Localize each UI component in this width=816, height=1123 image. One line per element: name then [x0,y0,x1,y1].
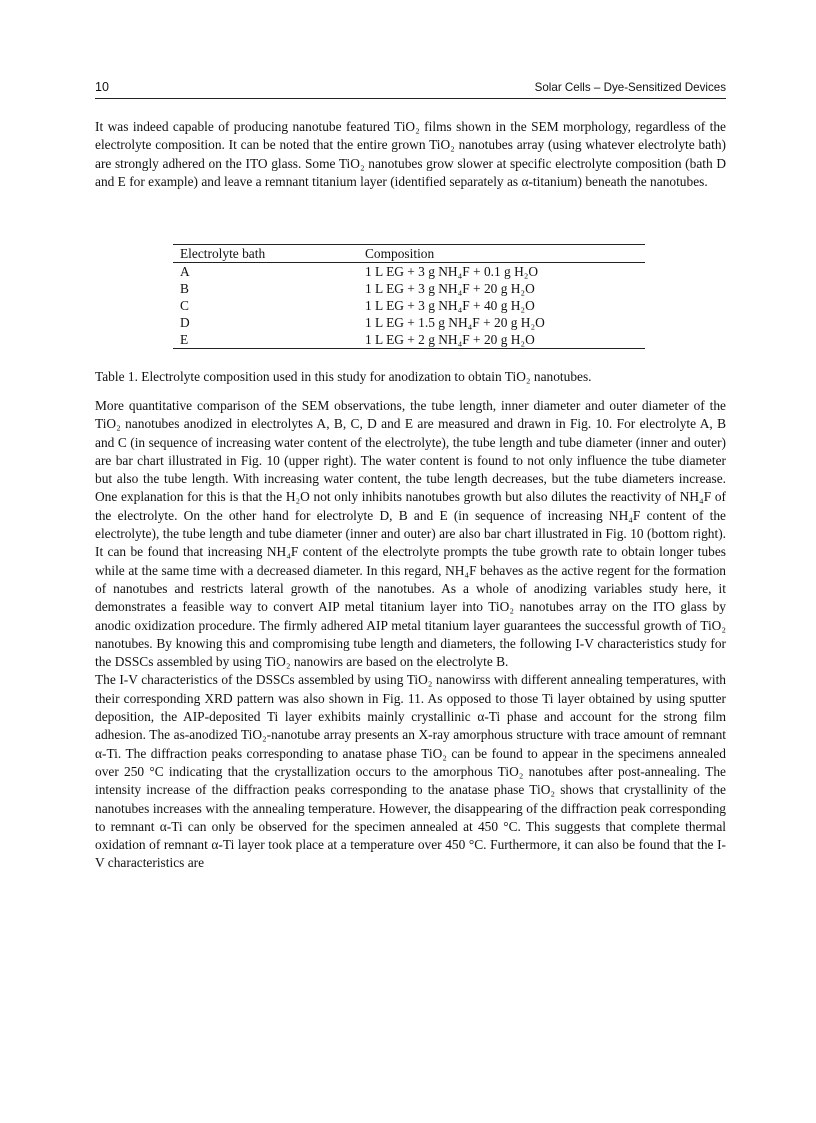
table-row [173,297,645,314]
table-cell: A [180,264,190,279]
table-cell: B [180,281,189,296]
running-header [95,80,726,98]
table-cell: E [180,332,189,347]
paragraph-3: The I-V characteristics of the DSSCs assembled by using TiO₂ nanowirss with different annealing temperatures, with their corresponding XRD pattern was also shown in Fig. 11. As opposed to those Ti layer obtained by using sputter deposition, the AIP-deposited Ti layer exhibits mainly crystallinic α-Ti phase and account for the strong film adhesion. The as-anodized TiO₂-nanotube array presents an X-ray amorphous structure with trace amount of remnant α-Ti. The diffraction peaks corresponding to anatase phase TiO₂ can be found to appear in the specimens annealed over 250 °C indicating that the crystallization occurs to the amorphous TiO₂ nanotubes after post-annealing. The intensity increase of the diffraction peaks corresponding to the anatase phase TiO₂ shows that crystallinity of the nanotubes increases with the annealing temperature. However, the disappearing of the diffraction peak corresponding to remnant α-Ti can only be observed for the specimen annealed at 450 °C. This suggests that complete thermal oxidation of remnant α-Ti layer took place at a temperature over 450 °C. Furthermore, it can also be found that the I-V characteristics are [95,672,726,871]
table-cell: 1 L EG + 3 g NH₄F + 40 g H₂O [365,298,535,313]
header-rule [95,98,726,99]
electrolyte-table [173,244,645,349]
table-cell: C [180,298,189,313]
table-cell: 1 L EG + 3 g NH₄F + 20 g H₂O [365,281,535,296]
running-title: Solar Cells – Dye-Sensitized Devices [534,81,726,94]
table-row [173,314,645,331]
table-header-cell: Composition [365,246,435,261]
page-number: 10 [95,80,109,94]
table-header-row [173,245,645,263]
body-text-block [95,397,726,873]
table-row [173,331,645,349]
table-cell: 1 L EG + 3 g NH₄F + 0.1 g H₂O [365,264,539,279]
table-caption: Table 1. Electrolyte composition used in this study for anodization to obtain TiO₂ nanotubes. [95,369,592,384]
table-cell: 1 L EG + 1.5 g NH₄F + 20 g H₂O [365,315,545,330]
intro-paragraph: It was indeed capable of producing nanotube featured TiO₂ films shown in the SEM morphology, regardless of the electrolyte composition. It can be noted that the entire grown TiO₂ nanotubes array (using whatever electrolyte bath) are strongly adhered on the ITO glass. Some TiO₂ nanotubes grow slower at specific electrolyte composition (bath D and E for example) and leave a remnant titanium layer (identified separately as α-titanium) beneath the nanotubes. [95,119,726,189]
table-cell: 1 L EG + 2 g NH₄F + 20 g H₂O [365,332,535,347]
table-row [173,280,645,297]
table-row [173,263,645,281]
table-header-cell: Electrolyte bath [180,246,266,261]
intro-paragraph-block [95,118,726,191]
paragraph-2: More quantitative comparison of the SEM observations, the tube length, inner diameter and outer diameter of the TiO₂ nanotubes anodized in electrolytes A, B, C, D and E are measured and drawn in Fig. 10. For electrolyte A, B and C (in sequence of increasing water content of the electrolyte), the tube length and tube diameter (inner and outer) are bar chart illustrated in Fig. 10 (upper right). The water content is found to not only influence the tube diameter but also the tube length. With increasing water content, the tube length decreases, but the tube diameters increase. One explanation for this is that the H₂O not only inhibits nanotubes growth but also dilutes the reactivity of NH₄F of the electrolyte. On the other hand for electrolyte D, B and E (in sequence of increasing NH₄F content of the electrolyte), the tube length and tube diameter (inner and outer) are also bar chart illustrated in Fig. 10 (bottom right). It can be found that increasing NH₄F content of the electrolyte prompts the tube growth rate to obtain longer tubes while at the same time with a decreased diameter. In this regard, NH₄F behaves as the active regent for the formation of nanotubes and restricts lateral growth of the nanotubes. As a whole of anodizing variables study here, it demonstrates a feasible way to convert AIP metal titanium layer into TiO₂ nanotubes array on the ITO glass by anodic oxidization procedure. The firmly adhered AIP metal titanium layer guarantees the successful growth of TiO₂ nanotubes. By knowing this and compromising tube length and diameters, the following I-V characteristics study for the DSSCs assembled by using TiO₂ nanowirs are based on the electrolyte B. [95,398,726,670]
table-cell: D [180,315,190,330]
